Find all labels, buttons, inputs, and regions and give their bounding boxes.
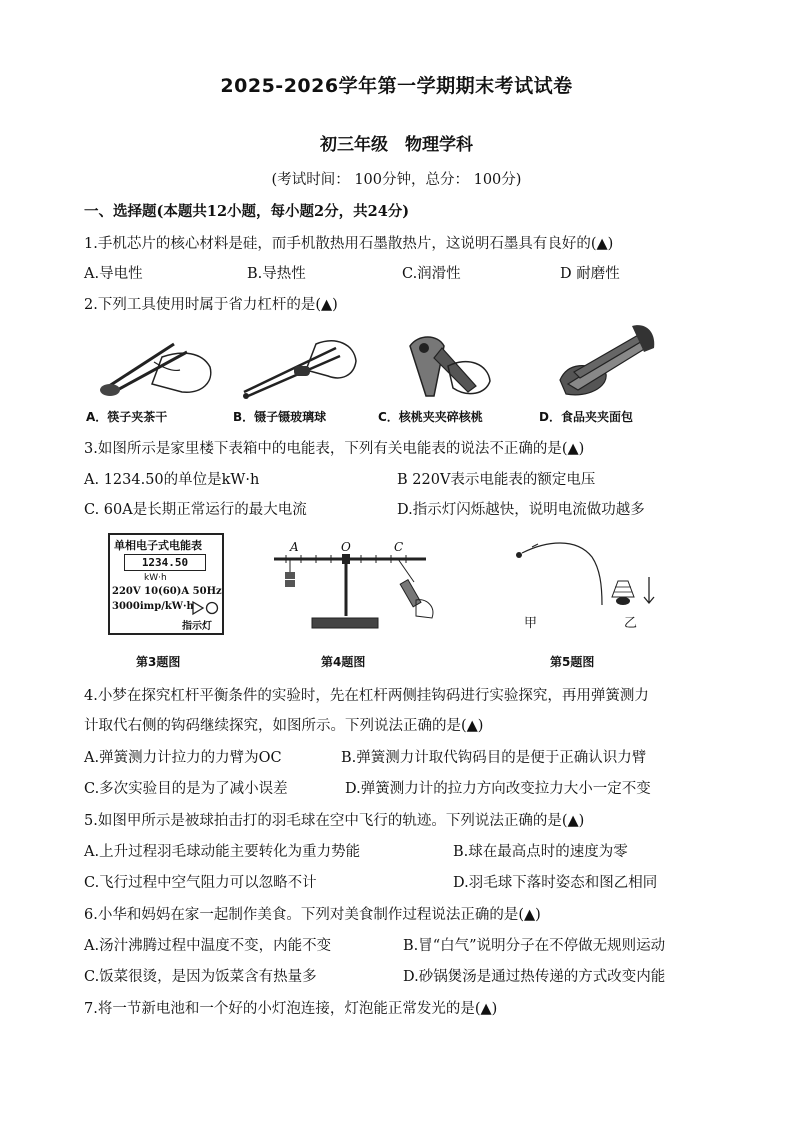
lever-label-c: C: [394, 540, 404, 554]
figure-caption-5: 第5题图: [550, 655, 595, 669]
q3-option-c: C. 60A是长期正常运行的最大电流: [84, 502, 307, 518]
meter-light-label: 指示灯: [182, 621, 212, 632]
tweezers-image: [236, 326, 361, 402]
q4-option-c: C.多次实验目的是为了减小误差: [84, 781, 288, 797]
q6-option-b: B.冒“白气”说明分子在不停做无规则运动: [403, 938, 666, 954]
q2-option-b: B．镊子镊玻璃球: [233, 410, 327, 424]
q4-option-a: A.弹簧测力计拉力的力臂为OC: [84, 750, 282, 766]
fig5-label-yi: 乙: [624, 616, 638, 631]
q1-option-c: C.润滑性: [402, 266, 461, 282]
lever-label-o: O: [341, 540, 351, 554]
q3-option-b: B 220V表示电能表的额定电压: [397, 472, 596, 488]
food-tongs-image: [558, 322, 658, 402]
exam-info: (考试时间： 100分钟，总分： 100分): [271, 172, 522, 188]
q5-option-d: D.羽毛球下落时姿态和图乙相同: [453, 875, 658, 891]
figure-caption-3: 第3题图: [136, 655, 181, 669]
q3-option-d: D.指示灯闪烁越快，说明电流做功越多: [397, 502, 645, 518]
q4-option-d: D.弹簧测力计的拉力方向改变拉力大小一定不变: [345, 781, 651, 797]
q4-stem-line1: 4.小梦在探究杠杆平衡条件的实验时，先在杠杆两侧挂钩码进行实验探究，再用弹簧测力: [84, 688, 649, 704]
section-heading: 一、选择题(本题共12小题，每小题2分，共24分): [84, 203, 410, 220]
q1-option-d: D 耐磨性: [560, 266, 620, 282]
lever-figure: [266, 540, 446, 635]
q5-option-c: C.飞行过程中空气阻力可以忽略不计: [84, 875, 317, 891]
q3-option-a: A. 1234.50的单位是kW·h: [84, 472, 260, 488]
q3-stem: 3.如图所示是家里楼下表箱中的电能表，下列有关电能表的说法不正确的是(▲): [84, 441, 585, 457]
electric-meter-figure: [108, 533, 224, 635]
lever-label-a: A: [290, 540, 299, 554]
meter-reading: 1234.50: [124, 554, 206, 571]
q7-stem: 7.将一节新电池和一个好的小灯泡连接，灯泡能正常发光的是(▲): [84, 1001, 498, 1017]
q4-stem-line2: 计取代右侧的钩码继续探究，如图所示。下列说法正确的是(▲): [84, 718, 484, 734]
chopsticks-image: [92, 322, 217, 404]
q6-option-c: C.饭菜很烫，是因为饭菜含有热量多: [84, 969, 317, 985]
q6-option-d: D.砂锅煲汤是通过热传递的方式改变内能: [403, 969, 666, 985]
meter-indicator-icon: [192, 601, 220, 615]
shuttlecock-trajectory-figure: [506, 535, 666, 610]
q5-option-a: A.上升过程羽毛球动能主要转化为重力势能: [84, 844, 361, 860]
figure-caption-4: 第4题图: [321, 655, 366, 669]
exam-subtitle: 初三年级 物理学科: [320, 135, 473, 155]
q2-stem: 2.下列工具使用时属于省力杠杆的是(▲): [84, 297, 338, 313]
meter-spec1: 220V 10(60)A 50Hz: [112, 586, 222, 597]
q1-option-a: A.导电性: [84, 266, 143, 282]
q1-stem: 1.手机芯片的核心材料是硅，而手机散热用石墨散热片，这说明石墨具有良好的(▲): [84, 236, 614, 252]
meter-title: 单相电子式电能表: [114, 539, 202, 552]
q5-option-b: B.球在最高点时的速度为零: [453, 844, 628, 860]
nutcracker-image: [398, 326, 498, 406]
meter-unit: kW·h: [144, 573, 167, 583]
meter-spec2: 3000imp/kW·h: [112, 601, 194, 612]
q2-option-d: D．食品夹夹面包: [539, 410, 633, 424]
fig5-label-jia: 甲: [524, 616, 538, 631]
q1-option-b: B.导热性: [247, 266, 306, 282]
q6-option-a: A.汤汁沸腾过程中温度不变，内能不变: [84, 938, 332, 954]
q2-option-a: A．筷子夹茶干: [86, 410, 168, 424]
q5-stem: 5.如图甲所示是被球拍击打的羽毛球在空中飞行的轨迹。下列说法正确的是(▲): [84, 813, 585, 829]
q6-stem: 6.小华和妈妈在家一起制作美食。下列对美食制作过程说法正确的是(▲): [84, 907, 541, 923]
q2-option-c: C．核桃夹夹碎核桃: [378, 410, 483, 424]
q4-option-b: B.弹簧测力计取代钩码目的是便于正确认识力臂: [341, 750, 647, 766]
exam-title: 2025-2026学年第一学期期末考试试卷: [220, 75, 573, 97]
